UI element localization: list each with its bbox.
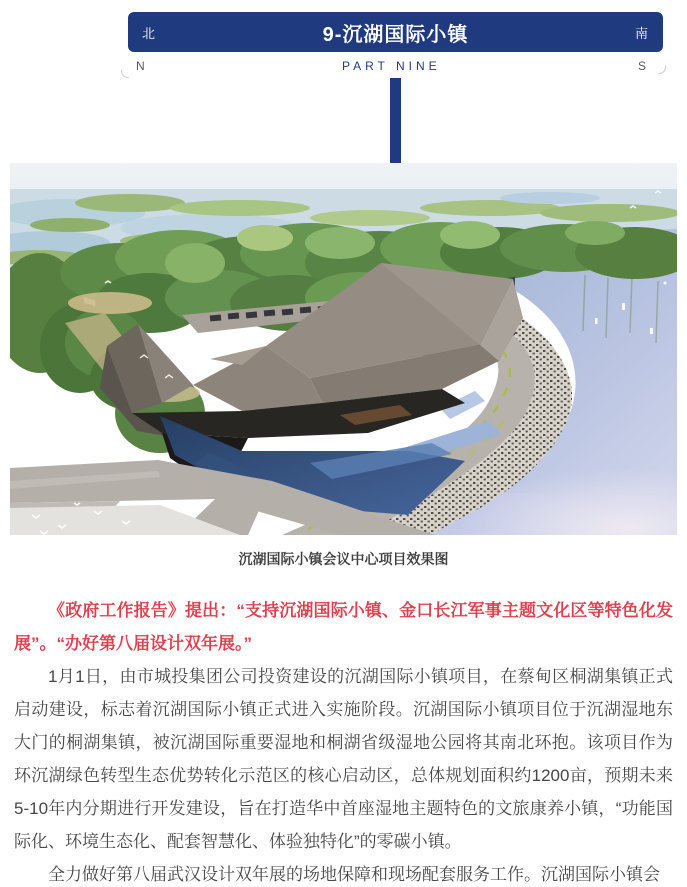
south-abbr-label: S	[637, 59, 646, 73]
hero-render-svg	[10, 163, 677, 535]
highlight-paragraph: 《政府工作报告》提出：“支持沉湖国际小镇、金口长江军事主题文化区等特色化发展”。“办好第八届设计双年展。”	[14, 601, 673, 653]
section-subrow	[128, 57, 663, 75]
north-abbr-label: N	[136, 59, 145, 73]
part-number-label: PART NINE	[341, 59, 441, 73]
body-paragraph-1: 1月1日，由市城投集团公司投资建设的沉湖国际小镇项目，在蔡甸区桐湖集镇正式启动建设，标志着沉湖国际小镇正式进入实施阶段。沉湖国际小镇项目位于沉湖湿地东大门的桐湖集镇，被沉湖国际重要湿地和桐湖省级湿地公园将其南北环抱。该项目作为环沉湖绿色转型生态优势转化示范区的核心启动区，总体规划面积约1200亩，预期未来5-10年内分期进行开发建设，旨在打造华中首座湿地主题特色的文旅康养小镇，“功能国际化、环境生态化、配套智慧化、体验独特化”的零碳小镇。	[14, 667, 673, 851]
hero-image	[10, 163, 677, 535]
article-body	[0, 594, 687, 887]
image-caption: 沉湖国际小镇会议中心项目效果图	[238, 551, 449, 567]
banner-north-label: 北	[142, 25, 157, 41]
body-paragraph-2: 全力做好第八届武汉设计双年展的场地保障和现场配套服务工作。沉湖国际小镇会	[48, 865, 660, 884]
section-banner	[128, 12, 663, 52]
section-title: 9-沉湖国际小镇	[322, 23, 469, 46]
vertical-divider-bar	[390, 78, 401, 163]
banner-south-label: 南	[634, 25, 649, 41]
